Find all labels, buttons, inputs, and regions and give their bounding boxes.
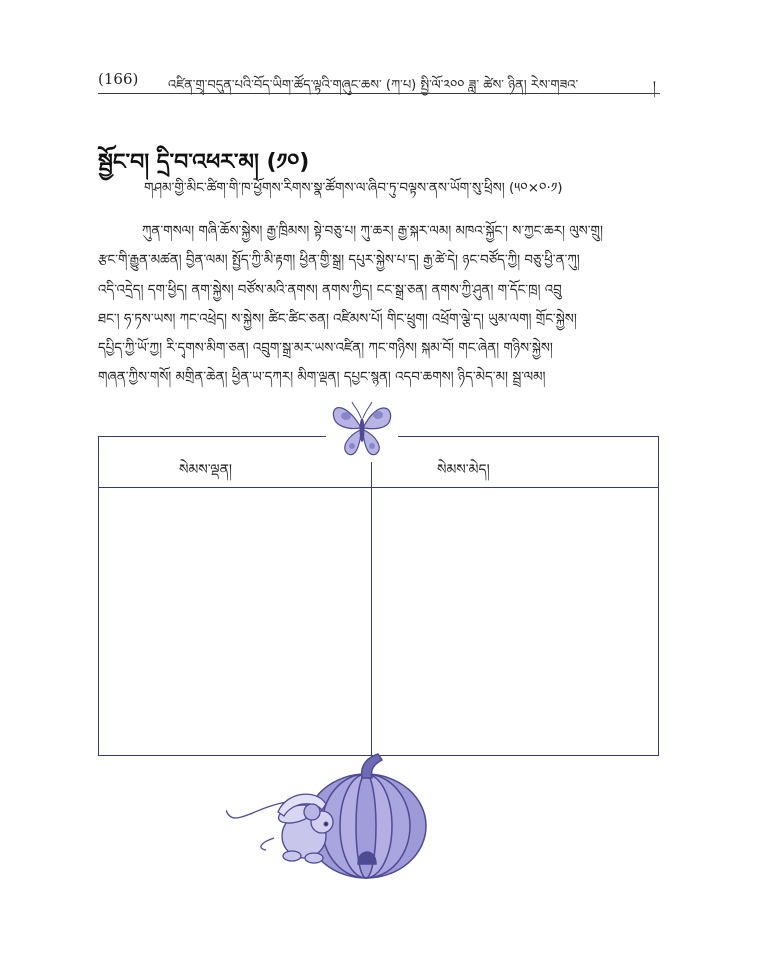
mouse-and-pumpkin-illustration [226, 752, 436, 880]
page-number: (166) [98, 70, 139, 88]
column-header-animate: སེམས་ལྡན། [179, 462, 233, 478]
paragraph-line: དཔྱིད་ཀྱི་ཡོ་ཀྱ། རི་དྭགས་མིག་ཅན། འབྲུག་སྒྲ་མར་ཡས་འཛིན། ཀང་གཉིས། སྐམ་བོ། གང་ཞེན། གཉིས་སྐྱེས། [98, 341, 553, 357]
exercise-title: སྦྱོང་བ། དྲི་བ་འཕར་མ། (༡༠) [98, 150, 310, 175]
paragraph-line: རྩང་གི་རྒྱུན་མཚན། བྱིན་ལམ། སྤྱོད་ཀྱི་མི་རྟག། ཕྱིན་གྱི་སྒྲ། དཔུར་སྐྱེས་པ་ད། རྒྱ་ཚེ་དེ། ཉང་བཙོད་ཀྱི། བཅུ་ཕྱི་ན་ཀུ། [98, 253, 580, 269]
header-rule [98, 93, 660, 94]
butterfly-illustration [326, 396, 398, 462]
paragraph-line: ཐང་། ཧ་ཏས་ཡས། ཀང་འཕྲེད། ས་སྐྱེས། ཚིང་ཚིང་ཅན། འཛིམས་པོ། གིང་ཕྲུག། འཕྲོག་ལྕེ་ད། ཡུམ་ལག། གྲོང་སྐྱེས། [98, 311, 577, 327]
paragraph-line: ཀུན་གསལ། གཞི་ཆོས་སྐྱེས། རྒྱ་ཁྲིམས། སྟེ་བཅུ་པ། ཀུ་ཆར། རྒྱ་སྐར་ལམ། མཁའ་སྐྱོང་། ས་ཀྱང་ཆར། ལུས་གྲུ། [142, 224, 603, 239]
exercise-instruction: གཤམ་གྱི་མིང་ཚིག་གི་ཁ་ཕྱོགས་རིགས་སྣ་ཚོགས་ལ་ཞིབ་ཏུ་བལྟས་ནས་ཡོག་སུ་ཕྲིས། (༥༠×༠·༡) [144, 180, 563, 196]
word-list-paragraph [98, 217, 660, 393]
page-header [98, 68, 660, 94]
paragraph-line: འདི་འདྲེད། དག་ཕྱིད། ནག་སྐྱེས། བཙོས་མའི་ནགས། ནགས་ཀྱིད། ངང་སྒྲ་ཅན། ནགས་ཀྱི་ཤུན། ག་དོང་ཁྲ། འབྲུ [98, 282, 562, 298]
table-column-divider [371, 437, 372, 755]
classification-table [98, 436, 659, 756]
header-end-mark: ། [652, 79, 656, 95]
paragraph-line: གཞན་ཀྱིས་གསོ། མགྲིན་ཆེན། ཕྱིན་ཡ་དཀར། མིག་ལྡན། དཔྱང་སྙན། འདབ་ཆགས། ཉིད་མེད་མ། སྦྲ་ལམ། [98, 370, 546, 386]
running-title: འཛིན་གྲྭ་བདུན་པའི་བོད་ཡིག་ཚོད་ལྟའི་གཞུང་ཆས་ (ཀ་པ) སྤྱི་ལོ་༢༠༠ ཟླ་ ཚེས་ ཉིན། རེས་གཟའ་ [168, 78, 579, 93]
column-header-inanimate: སེམས་མེད། [437, 462, 490, 478]
